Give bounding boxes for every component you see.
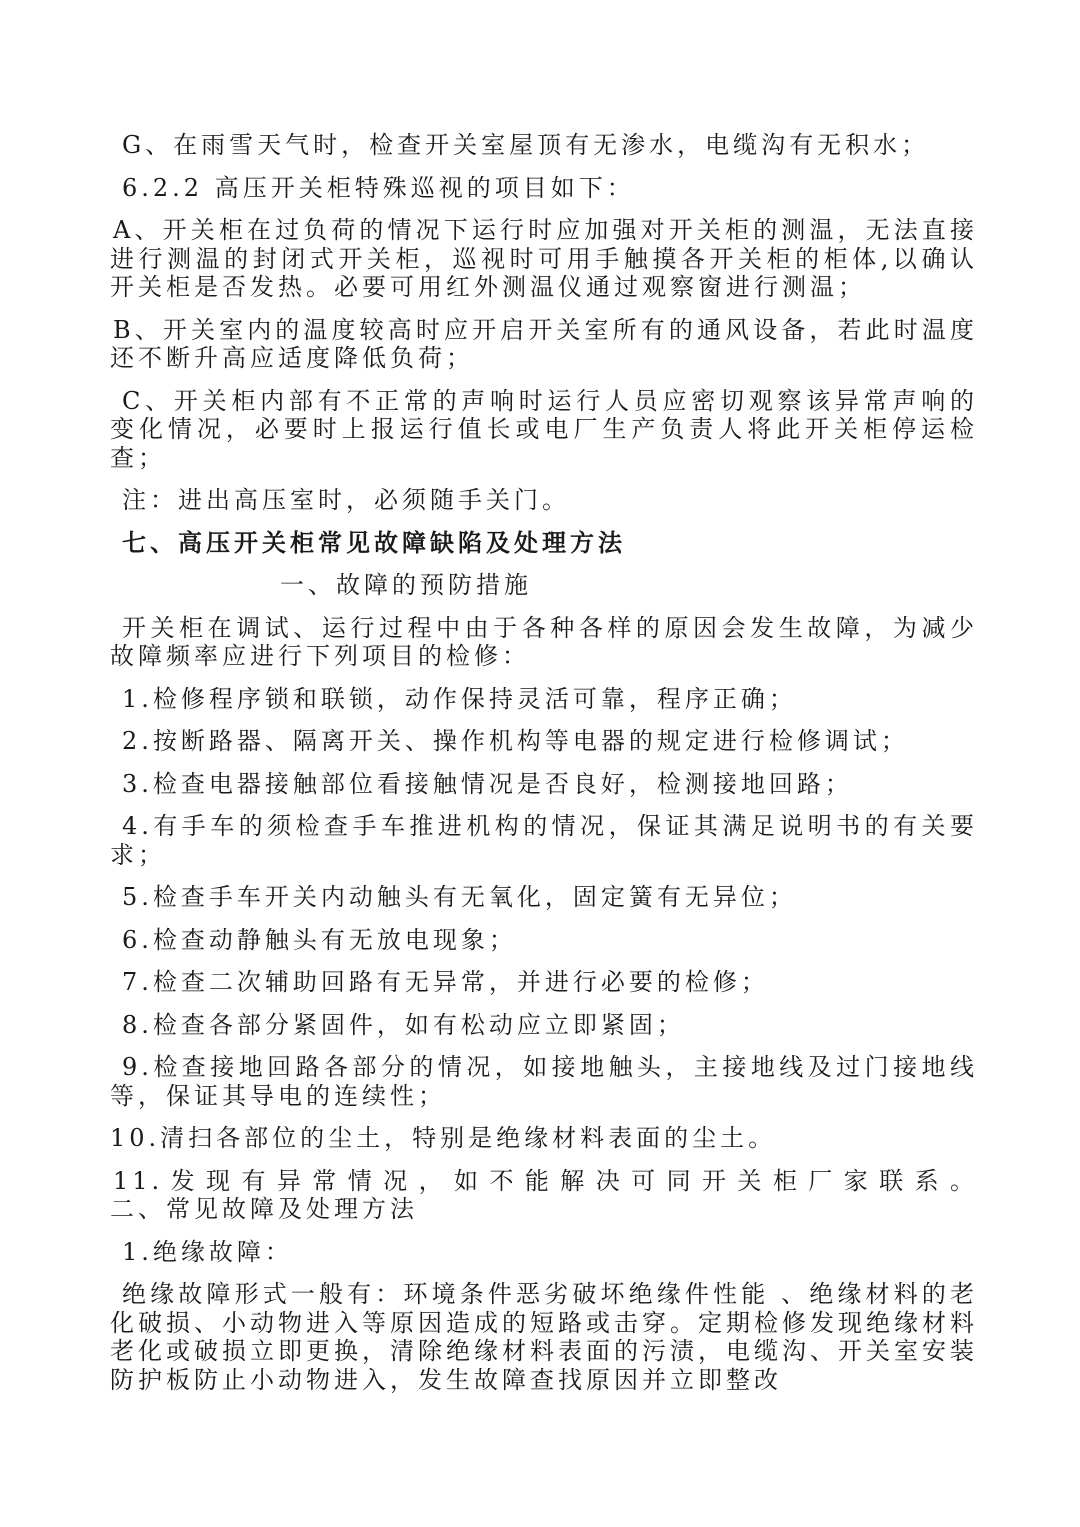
prevention-item-6: 6.检查动静触头有无放电现象；	[122, 925, 517, 954]
item-b-paragraph: B、开关室内的温度较高时应开启开关室所有的通风设备，若此时温度还不断升高应适度降低负荷；	[110, 315, 978, 372]
prevention-item-2: 2.按断路器、隔离开关、操作机构等电器的规定进行检修调试；	[122, 727, 909, 755]
prevention-item-9: 9.检查接地回路各部分的情况，如接地触头，主接地线及过门接地线等，保证其导电的连续性；	[110, 1053, 978, 1110]
item-11-and-faults-title	[110, 1167, 978, 1224]
item-a-paragraph: A、开关柜在过负荷的情况下运行时应加强对开关柜的测温，无法直接进行测温的封闭式开关柜，巡视时可用手触摸各开关柜的柜体,以确认开关柜是否发热。必要可用红外测温仪通过观察窗进行测温；	[110, 216, 978, 301]
prevention-title: 一、故障的预防措施	[280, 571, 532, 599]
item-c-paragraph: C、开关柜内部有不正常的声响时运行人员应密切观察该异常声响的变化情况，必要时上报运行值长或电厂生产负责人将此开关柜停运检查；	[110, 386, 978, 472]
section-7-title: 七、高压开关柜常见故障缺陷及处理方法	[122, 527, 626, 557]
prevention-item-11: 11.发现有异常情况，如不能解决可同开关柜厂家联系。	[113, 1166, 978, 1195]
fault-1-text: 绝缘故障形式一般有：环境条件恶劣破坏绝缘件性能 、绝缘材料的老化破损、小动物进入等原因造成的短路或击穿。定期检修发现绝缘材料老化或破损立即更换，清除绝缘材料表面的污渍，电缆沟、开关室安装防护板防止小动物进入，发生故障查找原因并立即整改	[110, 1280, 978, 1394]
note-paragraph: 注：进出高压室时，必须随手关门。	[122, 486, 570, 514]
fault-1-title: 1.绝缘故障：	[122, 1237, 293, 1266]
prevention-item-7: 7.检查二次辅助回路有无异常，并进行必要的检修；	[122, 968, 769, 996]
prevention-item-3: 3.检查电器接触部位看接触情况是否良好，检测接地回路；	[122, 769, 853, 798]
common-faults-title: 二、常见故障及处理方法	[110, 1195, 418, 1223]
item-g-paragraph: G、在雨雪天气时，检查开关室屋顶有无渗水，电缆沟有无积水；	[122, 131, 930, 159]
prevention-item-4: 4.有手车的须检查手车推进机构的情况，保证其满足说明书的有关要求；	[110, 812, 978, 869]
prevention-item-1: 1.检修程序锁和联锁，动作保持灵活可靠，程序正确；	[122, 684, 797, 713]
prevention-intro: 开关柜在调试、运行过程中由于各种各样的原因会发生故障，为减少故障频率应进行下列项目的检修：	[110, 613, 978, 670]
document-page	[110, 131, 978, 1408]
section-622-heading: 6.2.2 高压开关柜特殊巡视的项目如下：	[122, 173, 635, 202]
prevention-item-10: 10.清扫各部位的尘土，特别是绝缘材料表面的尘土。	[110, 1124, 777, 1152]
prevention-item-5: 5.检查手车开关内动触头有无氧化，固定簧有无异位；	[122, 883, 797, 911]
prevention-item-8: 8.检查各部分紧固件，如有松动应立即紧固；	[122, 1010, 685, 1039]
